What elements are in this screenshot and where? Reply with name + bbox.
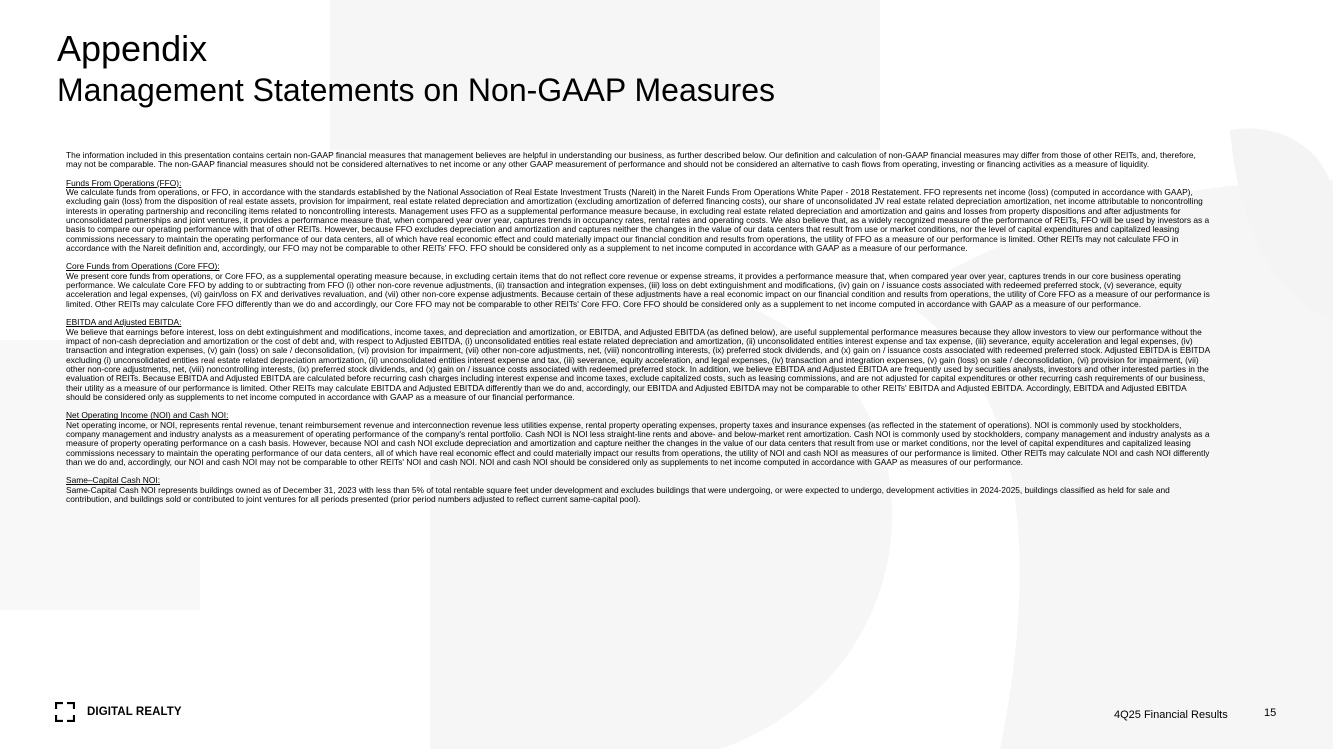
section-same-capital [66, 476, 1212, 504]
footer-report-label: 4Q25 Financial Results [1114, 709, 1228, 721]
page-number: 15 [1264, 707, 1277, 719]
section-noi [66, 411, 1212, 467]
section-text: We present core funds from operations, or Core FFO, as a supplemental operating measure because, in excluding certain items that do not reflect core revenue or expense streams, it provides a performance measure that, when compared year over year, captures trends in our core business operating performance. We calculate Core FFO by adding to or subtracting from FFO (i) other non-core revenue adjustments, (ii) transaction and integration expenses, (iii) loss on debt extinguishment and modifications, (iv) gain on / issuance costs associated with redeemed preferred stock, (v) severance, equity acceleration and legal expenses, (vi) gain/loss on FX and derivatives revaluation, and (vii) other non-core expense adjustments. Because certain of these adjustments have a real economic impact on our financial condition and results from operations, the utility of Core FFO as a measure of our performance is limited. Other REITs may calculate Core FFO differently than we do and accordingly, our Core FFO may not be comparable to other REITs' Core FFO. Core FFO should be considered only as a supplement to net income computed in accordance with GAAP as a measure of our performance. [66, 270, 1210, 309]
digital-realty-bracket-logo-icon [55, 702, 75, 722]
section-heading: Funds From Operations (FFO): [66, 177, 182, 188]
section-text: Same-Capital Cash NOI represents buildings owned as of December 31, 2023 with less than 5% of total rentable square feet under development and excludes buildings that were undergoing, or were expected to undergo, development activities in 2024-2025, buildings classified as held for sale and contribution, and buildings sold or contributed to joint ventures for all periods presented (prior period numbers adjusted to reflect current same-capital pool). [66, 484, 1170, 504]
section-heading: Core Funds from Operations (Core FFO): [66, 261, 220, 272]
section-ffo [66, 179, 1212, 254]
section-ebitda [66, 318, 1212, 402]
section-heading: Net Operating Income (NOI) and Cash NOI: [66, 410, 229, 421]
section-text: Net operating income, or NOI, represents rental revenue, tenant reimbursement revenue and interconnection revenue less utilities expense, rental property operating expenses, property taxes and insurance expenses (as reflected in the statement of operations). NOI is commonly used by stockholders, company management and industry analysts as a measurement of operating performance of the company's rental portfolio. Cash NOI is NOI less straight-line rents and above- and below-market rent amortization. Cash NOI is commonly used by stockholders, company management and industry analysts as a measure of property operating performance on a cash basis. However, because NOI and cash NOI exclude depreciation and amortization and capture neither the changes in the value of our data centers that result from use or market conditions, nor the level of capital expenditures and capitalized leasing commissions necessary to maintain the operating performance of our data centers, all of which have real economic effect and could materially impact our results from operations, the utility of NOI and cash NOI as measures of our performance is limited. Other REITs may calculate NOI and cash NOI differently than we do and, accordingly, our NOI and cash NOI may not be comparable to other REITs' NOI and cash NOI. NOI and cash NOI should be considered only as supplements to net income computed in accordance with GAAP as measures of our performance. [66, 419, 1210, 467]
section-heading: Same–Capital Cash NOI: [66, 475, 161, 486]
company-logo [55, 702, 182, 722]
page-title: Appendix [57, 28, 208, 69]
section-text: We believe that earnings before interest, loss on debt extinguishment and modifications, income taxes, and depreciation and amortization, or EBITDA, and Adjusted EBITDA (as defined below), are useful supplemental performance measures because they allow investors to view our performance without the impact of non-cash depreciation and amortization or the cost of debt and, with respect to Adjusted EBITDA, (i) unconsolidated entities real estate related depreciation and amortization, (ii) unconsolidated entities interest expense and tax expense, (iii) severance, equity acceleration and legal expenses, (iv) transaction and integration expenses, (v) gain (loss) on sale / deconsolidation, (vi) provision for impairment, (vii) other non-core adjustments, net, (viii) noncontrolling interests, (ix) preferred stock dividends, and (x) gain on / issuance costs associated with redeemed preferred stock. Adjusted EBITDA is EBITDA excluding (i) unconsolidated entities real estate related depreciation amortization, (ii) unconsolidated entities interest expense and tax, (iii) severance, equity acceleration, and legal expenses, (iv) transaction and integration expenses, (v) gain (loss) on sale / deconsolidation, (vi) provision for impairment, (vii) other non-core adjustments, net, (viii) noncontrolling interests, (ix) preferred stock dividends, and (x) gain on / issuance costs associated with redeemed preferred stock. In addition, we believe EBITDA and Adjusted EBITDA are frequently used by securities analysts, investors and other interested parties in the evaluation of REITs. Because EBITDA and Adjusted EBITDA are calculated before recurring cash charges including interest expense and income taxes, exclude capitalized costs, such as leasing commissions, and are not adjusted for capital expenditures or other recurring cash requirements of our business, their utility as a measure of our performance is limited. Other REITs may calculate EBITDA and Adjusted EBITDA differently than we do and, accordingly, our EBITDA and Adjusted EBITDA may not be comparable to other REITs' EBITDA and Adjusted EBITDA. Accordingly, EBITDA and Adjusted EBITDA should be considered only as supplements to net income computed in accordance with GAAP as a measure of our financial performance. [66, 326, 1210, 402]
section-core-ffo [66, 262, 1212, 309]
section-text: We calculate funds from operations, or FFO, in accordance with the standards established by the National Association of Real Estate Investment Trusts (Nareit) in the Nareit Funds From Operations White Paper - 2018 Restatement. FFO represents net income (loss) (computed in accordance with GAAP), excluding gain (loss) from the disposition of real estate assets, provision for impairment, real estate related depreciation and amortization (excluding amortization of deferred financing costs), our share of unconsolidated JV real estate related depreciation amortization, net income attributable to noncontrolling interests in operating partnership and reconciling items related to noncontrolling interests. Management uses FFO as a supplemental performance measure because, in excluding real estate related depreciation and amortization and gains and losses from property dispositions and after adjustments for unconsolidated partnerships and joint ventures, it provides a performance measure that, when compared year over year, captures trends in occupancy rates, rental rates and operating costs. We also believe that, as a widely recognized measure of the performance of REITs, FFO will be used by investors as a basis to compare our operating performance with that of other REITs. However, because FFO excludes depreciation and amortization and captures neither the changes in the value of our data centers that result from use or market conditions, nor the level of capital expenditures and capitalized leasing commissions necessary to maintain the operating performance of our data centers, all of which have real economic effect and could materially impact our financial condition and results from operations, the utility of FFO as a measure of our performance is limited. Other REITs may not calculate FFO in accordance with the Nareit definition and, accordingly, our FFO may not be comparable to other REITs' FFO. FFO should be considered only as a supplement to net income computed in accordance with GAAP as a measure of our performance. [66, 187, 1210, 254]
body-text [66, 151, 1212, 513]
page-subtitle: Management Statements on Non-GAAP Measures [57, 72, 775, 108]
intro-paragraph: The information included in this presentation contains certain non-GAAP financial measures that management believes are helpful in understanding our business, as further described below. Our definition and calculation of non-GAAP financial measures may differ from those of other REITs, and, therefore, may not be comparable. The non-GAAP financial measures should not be considered alternatives to net income or any other GAAP measurement of performance and should not be considered an alternative to cash flows from operating, investing or financing activities as a measure of liquidity. [66, 150, 1196, 170]
section-heading: EBITDA and Adjusted EBITDA: [66, 317, 182, 328]
logo-wordmark: DIGITAL REALTY [87, 706, 182, 718]
